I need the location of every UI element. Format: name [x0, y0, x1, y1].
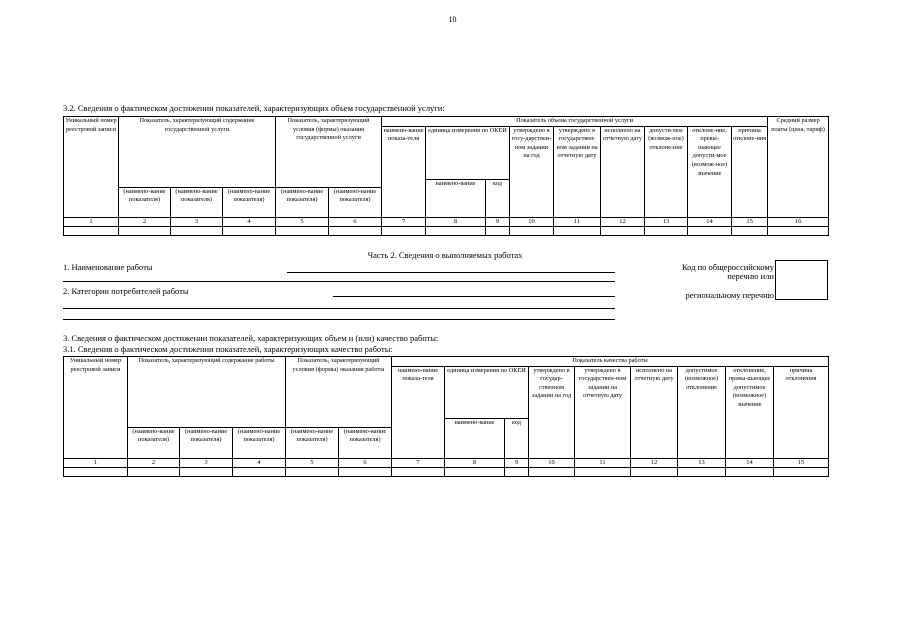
data-cell[interactable]	[382, 227, 426, 236]
data-cell[interactable]	[233, 468, 286, 477]
col-number: 7	[392, 458, 445, 468]
h-content: Показатель, характеризующий содержание государственной услуги	[119, 117, 276, 188]
col-number: 12	[601, 217, 645, 227]
col-number: 14	[726, 458, 774, 468]
table-row	[64, 227, 829, 236]
col-number: 8	[426, 217, 486, 227]
h-volume: Показатель объема государственной услуги	[382, 117, 768, 127]
col-number: 7	[382, 217, 426, 227]
col-number: 9	[505, 458, 529, 468]
h-conditions: Показатель, характеризующий условия (формы) оказания государственной услуги	[276, 117, 382, 188]
part-2-title: Часть 2. Сведения о выполняемых работах	[367, 250, 523, 260]
h-indicator-name: наимено-вание показа-теля	[382, 126, 426, 217]
col-number: 15	[774, 458, 829, 468]
col-number: 1	[64, 458, 128, 468]
col-number: 6	[339, 458, 392, 468]
col-number: 16	[768, 217, 829, 227]
data-cell[interactable]	[631, 468, 678, 477]
col-number: 2	[119, 217, 171, 227]
h-unit-code: код	[505, 418, 529, 458]
data-cell[interactable]	[128, 468, 180, 477]
data-cell[interactable]	[223, 227, 276, 236]
h-deviation-over: отклонение, превы-шающее допустимое (возможное) значение	[726, 366, 774, 458]
work-name-label: 1. Наименование работы	[63, 262, 153, 272]
code-label-2: перечню или	[727, 271, 774, 281]
data-cell[interactable]	[529, 468, 575, 477]
data-cell[interactable]	[774, 468, 829, 477]
h-approved-date: утверждено в государствен-ном задании на отчетную дату	[554, 126, 601, 217]
h-sub-label: (наимено-вание показателя)	[276, 187, 329, 217]
consumers-line[interactable]	[333, 296, 615, 297]
h-unit-code: код	[486, 179, 510, 217]
data-cell[interactable]	[171, 227, 223, 236]
h-reason: причина отклонения	[774, 366, 829, 458]
h-unique: Уникальный номер реестровой записи	[64, 357, 128, 459]
col-number: 5	[286, 458, 339, 468]
data-cell[interactable]	[554, 227, 601, 236]
col-number: 5	[276, 217, 329, 227]
col-number: 9	[486, 217, 510, 227]
consumers-line-2[interactable]	[63, 308, 615, 309]
code-label-3: региональному перечню	[685, 290, 774, 300]
col-number: 12	[631, 458, 678, 468]
h-sub-label: (наимено-вание показателя)	[223, 187, 276, 217]
quality-table	[63, 356, 829, 477]
table-row	[64, 468, 829, 477]
data-cell[interactable]	[768, 227, 829, 236]
data-cell[interactable]	[732, 227, 768, 236]
col-number: 4	[233, 458, 286, 468]
col-number: 6	[329, 217, 382, 227]
h-allowed-deviation: допустимое (возможное) отклонение	[678, 366, 726, 458]
section-3-2-title: 3.2. Сведения о фактическом достижении показателей, характеризующих объем государственной услуги:	[63, 103, 445, 113]
col-number: 10	[529, 458, 575, 468]
volume-table	[63, 116, 829, 236]
h-approved-year: утверждено в государ-ственном задании на год	[529, 366, 575, 458]
data-cell[interactable]	[510, 227, 554, 236]
data-cell[interactable]	[445, 468, 505, 477]
h-executed: исполнено на отчетную дату	[601, 126, 645, 217]
col-number: 3	[171, 217, 223, 227]
h-unique: Уникальный номер реестровой записи	[64, 117, 119, 218]
h-unit: единица измерения по ОКЕИ	[445, 366, 529, 418]
data-cell[interactable]	[64, 227, 119, 236]
h-sub-label: (наимено-вание показателя)	[329, 187, 382, 217]
h-conditions: Показатель, характеризующий условия (формы) оказания работы	[286, 357, 392, 428]
col-number: 4	[223, 217, 276, 227]
col-number: 3	[180, 458, 233, 468]
section-3-1-title: 3.1. Сведения о фактическом достижении показателей, характеризующих качество работы:	[63, 344, 393, 354]
section-3-title: 3. Сведения о фактическом достижении показателей, характеризующих объем и (или) качество работы:	[63, 333, 439, 343]
data-cell[interactable]	[505, 468, 529, 477]
data-cell[interactable]	[688, 227, 732, 236]
data-cell[interactable]	[276, 227, 329, 236]
data-cell[interactable]	[426, 227, 486, 236]
data-cell[interactable]	[180, 468, 233, 477]
h-unit-name: наимено-вание	[445, 418, 505, 458]
consumers-label: 2. Категории потребителей работы	[63, 286, 189, 296]
col-number: 11	[554, 217, 601, 227]
data-cell[interactable]	[119, 227, 171, 236]
h-sub-label: (наимено-вание показателя)	[233, 427, 286, 458]
h-unit-name: наимено-вание	[426, 179, 486, 217]
data-cell[interactable]	[64, 468, 128, 477]
data-cell[interactable]	[286, 468, 339, 477]
col-number: 10	[510, 217, 554, 227]
h-sub-label: (наимено-вание показателя)	[339, 427, 392, 458]
data-cell[interactable]	[329, 227, 382, 236]
h-deviation-over: отклоне-ние, превы-шающее допусти-мое (возмож-ное) значение	[688, 126, 732, 217]
col-number: 11	[575, 458, 631, 468]
h-sub-label: (наимено-вание показателя)	[171, 187, 223, 217]
h-approved-year: утверждено в госу-дарствен-ном задании на год	[510, 126, 554, 217]
col-number: 1	[64, 217, 119, 227]
code-label-1: Код по общероссийскому	[681, 262, 774, 272]
col-number: 8	[445, 458, 505, 468]
h-sub-label: (наимено-вание показателя)	[286, 427, 339, 458]
h-approved-date: утверждено в государствен-ном задании на отчетную дату	[575, 366, 631, 458]
data-cell[interactable]	[645, 227, 688, 236]
code-box[interactable]	[775, 260, 828, 300]
page-number: 10	[448, 15, 457, 24]
col-number: 13	[678, 458, 726, 468]
h-indicator-name: наимено-вание показа-теля	[392, 366, 445, 458]
consumers-line-3[interactable]	[63, 319, 615, 320]
data-cell[interactable]	[392, 468, 445, 477]
h-sub-label: (наимено-вание показателя)	[119, 187, 171, 217]
work-name-line[interactable]	[287, 272, 615, 273]
h-allowed-deviation: допусти-мое (возмож-ное) отклоне-ние	[645, 126, 688, 217]
data-cell[interactable]	[726, 468, 774, 477]
h-executed: исполнено на отчетную дату	[631, 366, 678, 458]
col-number: 14	[688, 217, 732, 227]
data-cell[interactable]	[339, 468, 392, 477]
col-number: 2	[128, 458, 180, 468]
h-quality: Показатель качества работы	[392, 357, 829, 367]
work-name-line-2[interactable]	[63, 281, 615, 282]
col-number: 13	[645, 217, 688, 227]
data-cell[interactable]	[575, 468, 631, 477]
col-number: 15	[732, 217, 768, 227]
h-sub-label: (наимено-вание показателя)	[128, 427, 180, 458]
data-cell[interactable]	[678, 468, 726, 477]
h-content: Показатель, характеризующий содержание работы	[128, 357, 286, 428]
h-unit: единица измерения по ОКЕИ	[426, 126, 510, 179]
h-avg-fee: Средний размер платы (цена, тариф)	[768, 117, 829, 218]
data-cell[interactable]	[601, 227, 645, 236]
data-cell[interactable]	[486, 227, 510, 236]
h-reason: причина отклоне-ния	[732, 126, 768, 217]
h-sub-label: (наимено-вание показателя)	[180, 427, 233, 458]
